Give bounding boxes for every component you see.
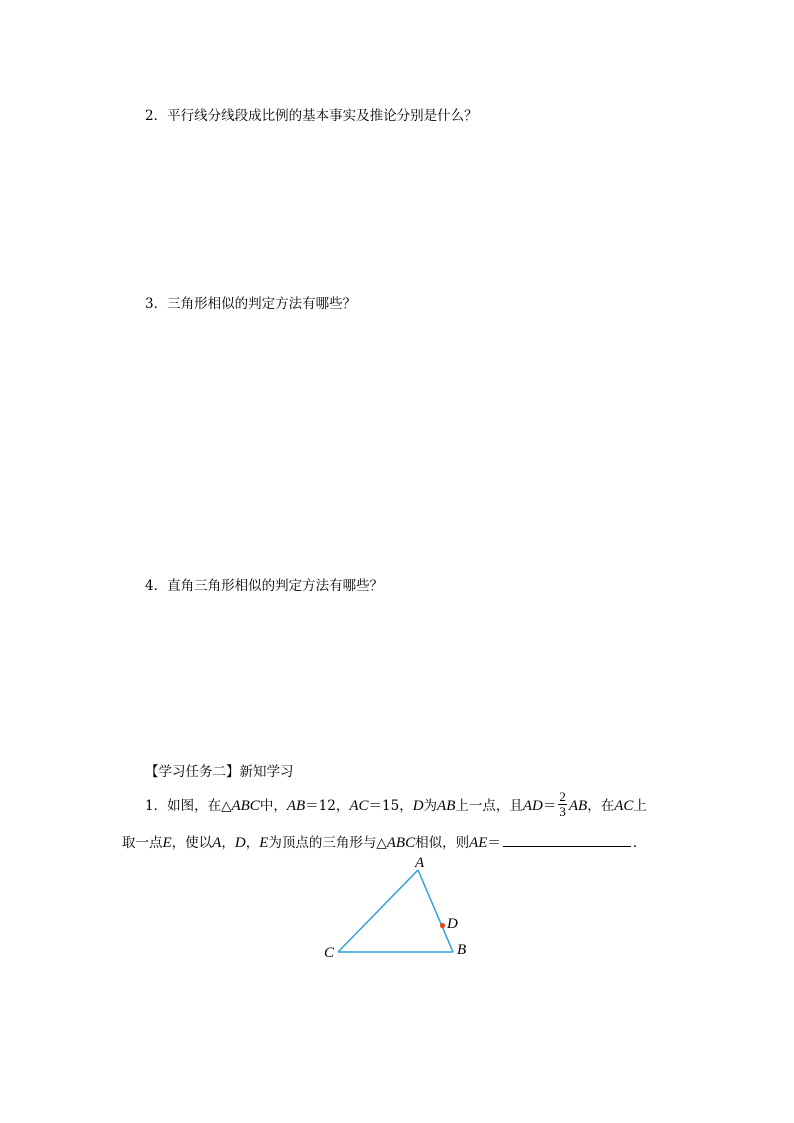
label-d: D: [447, 916, 458, 932]
label-c: C: [324, 945, 335, 961]
side-ca: [338, 870, 418, 952]
question-3: 3．三角形相似的判定方法有哪些？: [145, 296, 357, 312]
answer-blank[interactable]: [503, 832, 631, 847]
point-d: [440, 923, 445, 928]
problem-line-2: 取一点E，使以A，D，E为顶点的三角形与△ABC相似，则AE＝ ．: [122, 832, 646, 853]
task-title: 【学习任务二】新知学习: [145, 764, 294, 780]
side-ab: [418, 870, 453, 952]
label-a: A: [415, 855, 425, 871]
question-4: 4．直角三角形相似的判定方法有哪些？: [145, 578, 384, 594]
problem-line-1: 1．如图，在△ABC中，AB＝12，AC＝15，D为AB上一点，且AD＝ $\frac{2}{3}$ AB，在AC上: [145, 789, 647, 819]
question-2: 2．平行线分线段成比例的基本事实及推论分别是什么？: [145, 108, 478, 124]
triangle-figure: [320, 850, 480, 970]
label-b: B: [457, 942, 467, 958]
fraction-two-thirds: $\frac{2}{3}$: [559, 789, 566, 819]
